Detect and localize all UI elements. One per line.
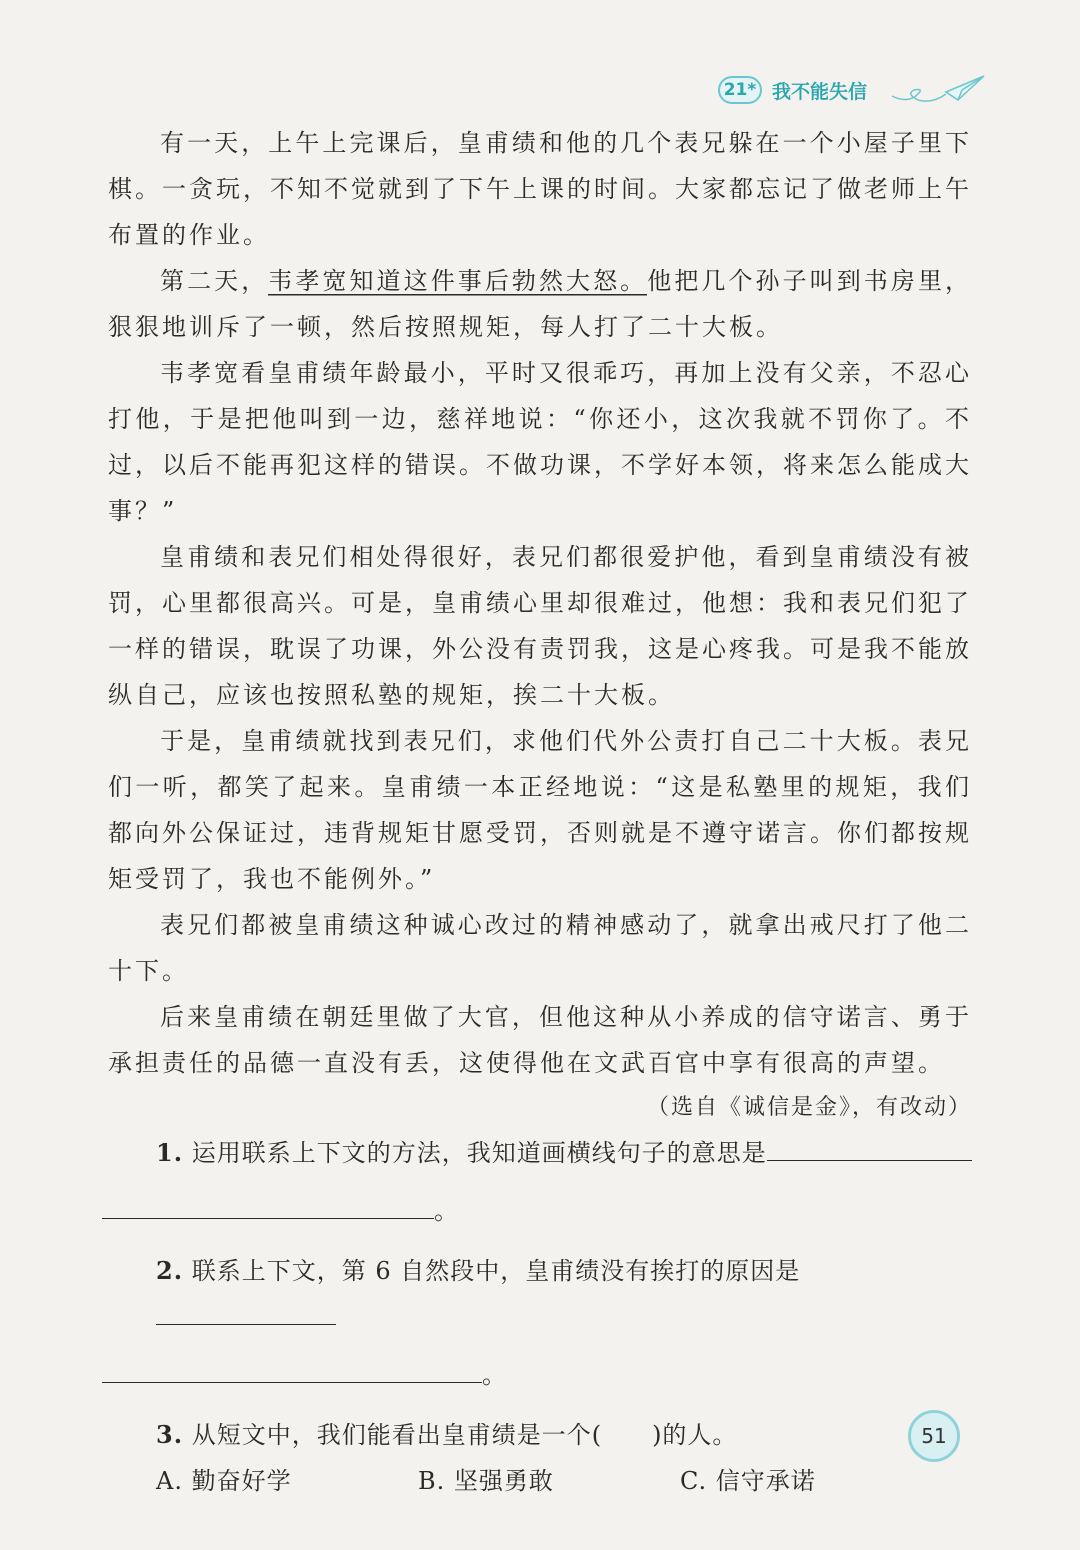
paragraph-4: 皇甫绩和表兄们相处得很好，表兄们都很爱护他，看到皇甫绩没有被罚，心里都很高兴。可是，皇甫绩心里却很难过，他想：我和表兄们犯了一样的错误，耽误了功课，外公没有责罚我，这是心疼我。可是我不能放纵自己，应该也按照私塾的规矩，挨二十大板。 [108, 543, 972, 709]
source-citation: （选自《诚信是金》，有改动） [646, 1095, 972, 1120]
page-number: 51 [908, 1410, 960, 1462]
question-1 [108, 1130, 972, 1176]
paragraph-3: 韦孝宽看皇甫绩年龄最小，平时又很乖巧，再加上没有父亲，不忍心打他，于是把他叫到一边，慈祥地说：“你还小，这次我就不罚你了。不过，以后不能再犯这样的错误。不做功课，不学好本领，将来怎么能成大事？” [108, 359, 972, 525]
question-3-text: 从短文中，我们能看出皇甫绩是一个( )的人。 [191, 1421, 738, 1449]
lesson-header [700, 70, 1000, 110]
question-3 [108, 1412, 972, 1458]
question-1-text: 运用联系上下文的方法，我知道画横线句子的意思是 [191, 1139, 767, 1167]
paragraph-7: 后来皇甫绩在朝廷里做了大官，但他这种从小养成的信守诺言、勇于承担责任的品德一直没有丢，这使得他在文武百官中享有很高的声望。 [108, 1003, 972, 1077]
question-1-end: 。 [434, 1197, 459, 1225]
paragraph-5: 于是，皇甫绩就找到表兄们，求他们代外公责打自己二十大板。表兄们一听，都笑了起来。皇甫绩一本正经地说：“这是私塾里的规矩，我们都向外公保证过，违背规矩甘愿受罚，否则就是不遵守诺言。你们都按规矩受罚了，我也不能例外。” [108, 727, 972, 893]
passage-content [108, 120, 972, 1504]
paragraph-2-rest: 他把几个孙子叫到书房里，狠狠地训斥了一顿，然后按照规矩，每人打了二十大板。 [108, 267, 973, 341]
underlined-sentence: 韦孝宽知道这件事后勃然大怒。 [268, 267, 648, 295]
option-b[interactable]: B. 坚强勇敢 [418, 1467, 554, 1495]
question-2-end: 。 [482, 1361, 507, 1389]
paragraph-2-start: 第二天， [160, 267, 269, 295]
answer-2-blank[interactable] [156, 1296, 336, 1325]
paragraph-2 [108, 258, 972, 350]
paragraph-1: 有一天，上午上完课后，皇甫绩和他的几个表兄躲在一个小屋子里下棋。一贪玩，不知不觉就到了下午上课的时间。大家都忘记了做老师上午布置的作业。 [108, 129, 972, 249]
question-1-number: 1. [156, 1138, 184, 1167]
answer-1-blank-line[interactable] [102, 1190, 434, 1219]
question-2-continuation [102, 1352, 972, 1398]
answer-options [108, 1458, 972, 1504]
question-2-number: 2. [156, 1256, 184, 1285]
answer-1-blank[interactable] [767, 1132, 972, 1161]
lesson-number-badge: 21* [718, 76, 762, 104]
question-2-text: 联系上下文，第 6 自然段中，皇甫绩没有挨打的原因是 [191, 1257, 801, 1285]
question-3-number: 3. [156, 1420, 184, 1449]
question-1-continuation [102, 1188, 972, 1234]
paper-plane-icon [888, 70, 988, 106]
option-c[interactable]: C. 信守承诺 [680, 1467, 816, 1495]
option-a[interactable]: A. 勤奋好学 [156, 1467, 292, 1495]
question-2 [108, 1248, 972, 1340]
paragraph-6: 表兄们都被皇甫绩这种诚心改过的精神感动了，就拿出戒尺打了他二十下。 [108, 911, 972, 985]
lesson-title: 我不能失信 [772, 81, 868, 103]
answer-2-blank-line[interactable] [102, 1354, 482, 1383]
